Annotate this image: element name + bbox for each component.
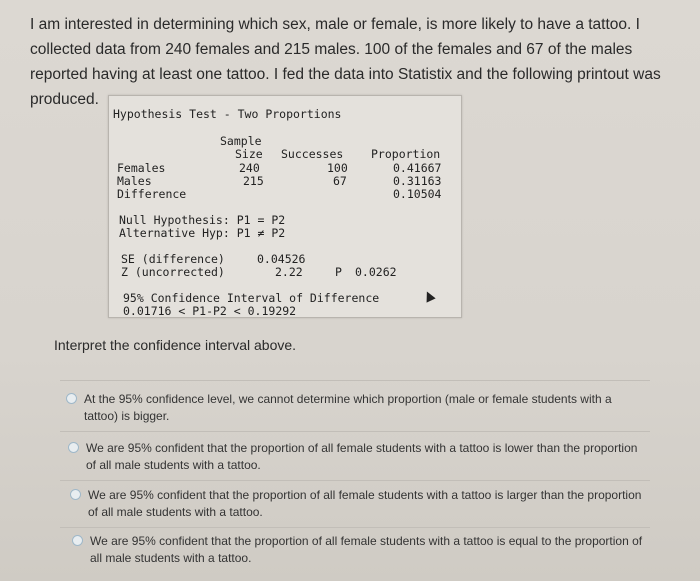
row-proportion: 0.31163 (393, 174, 442, 188)
row-label: Females (117, 161, 166, 175)
se-value: 0.04526 (257, 252, 306, 266)
answer-option-text: We are 95% confident that the proportion of all female students with a tattoo is larger than the proportion of all male students with a tattoo. (88, 488, 642, 519)
divider (60, 380, 650, 381)
row-proportion: 0.10504 (393, 187, 442, 201)
printout-title: Hypothesis Test - Two Proportions (113, 107, 342, 121)
divider (60, 527, 650, 528)
answer-option-text: At the 95% confidence level, we cannot determine which proportion (male or female students with a tattoo) is bigger. (84, 392, 612, 423)
ci-title: 95% Confidence Interval of Difference (123, 291, 380, 305)
row-proportion: 0.41667 (393, 161, 442, 175)
interpret-prompt: Interpret the confidence interval above. (54, 337, 297, 353)
row-successes: 100 (327, 161, 348, 175)
question-text: I am interested in determining which sex, male or female, is more likely to have a tattoo. I collected data from 240 females and 215 males. 100 of the females and 67 of the males reported having at least one tattoo. I fed the data into Statistix and the following printout was produced. (30, 16, 661, 108)
answer-option-text: We are 95% confident that the proportion of all female students with a tattoo is equal to the proportion of all male students with a tattoo. (90, 534, 643, 565)
divider (60, 480, 650, 481)
row-label: Males (117, 174, 152, 188)
p-value: 0.0262 (355, 265, 397, 279)
answer-option-text: We are 95% confident that the proportion of all female students with a tattoo is lower than the proportion of all male students with a tattoo. (86, 441, 638, 472)
radio-button-icon[interactable] (68, 442, 79, 453)
divider (60, 431, 650, 432)
row-size: 215 (243, 174, 264, 188)
row-label: Difference (117, 187, 187, 201)
alternative-hypothesis: Alternative Hyp: P1 ≠ P2 (119, 226, 286, 240)
radio-button-icon[interactable] (70, 489, 81, 500)
header-sample: Sample (220, 134, 262, 148)
radio-button-icon[interactable] (72, 535, 83, 546)
header-proportion: Proportion (371, 147, 441, 161)
row-successes: 67 (333, 174, 347, 188)
z-value: 2.22 (275, 265, 303, 279)
p-label: P (335, 265, 342, 279)
null-hypothesis: Null Hypothesis: P1 = P2 (119, 213, 286, 227)
ci-value: 0.01716 < P1-P2 < 0.19292 (123, 304, 297, 318)
header-successes: Successes (281, 147, 344, 161)
row-size: 240 (239, 161, 260, 175)
se-label: SE (difference) (121, 252, 225, 266)
statistix-printout (108, 95, 462, 318)
z-label: Z (uncorrected) (121, 265, 225, 279)
radio-button-icon[interactable] (66, 393, 77, 404)
header-size: Size (235, 147, 263, 161)
